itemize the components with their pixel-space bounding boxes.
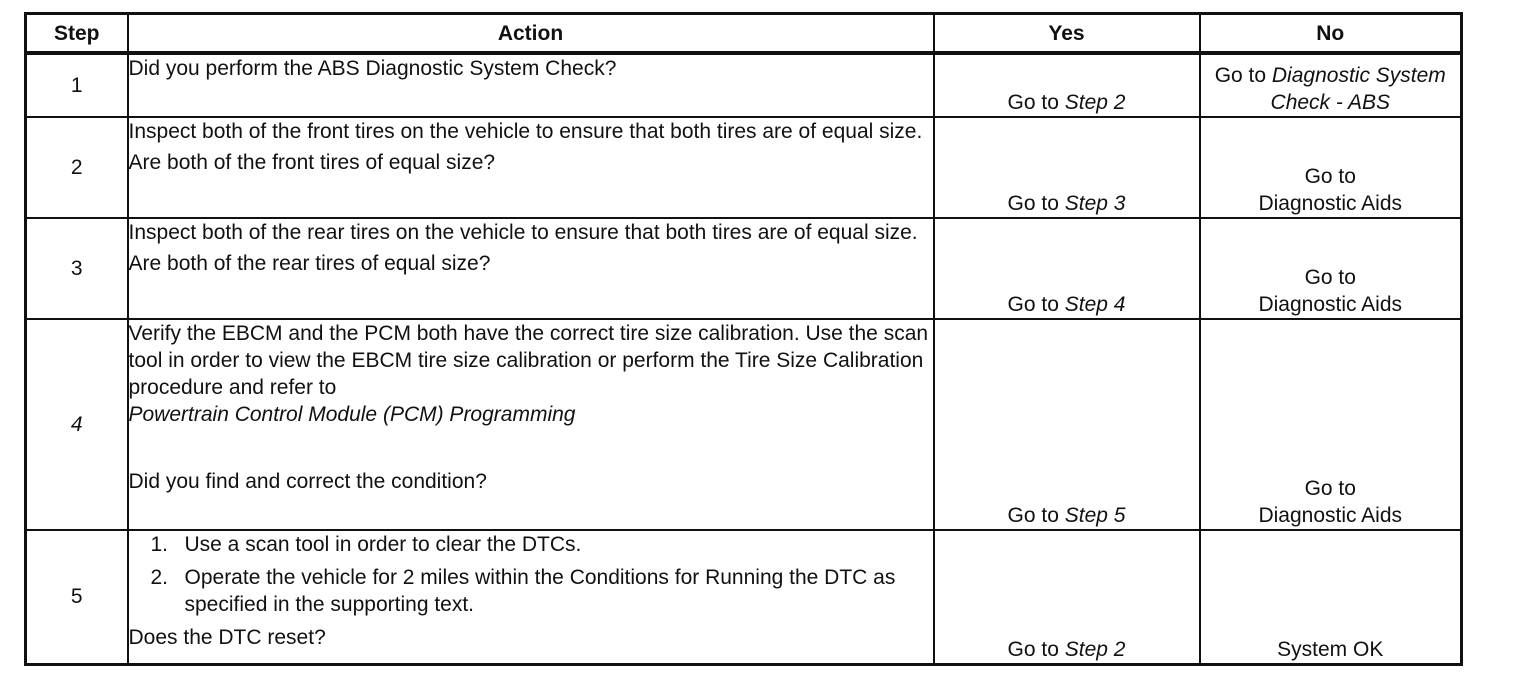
- action-question: Did you find and correct the condition?: [128, 470, 487, 493]
- step-number: 2: [26, 117, 128, 218]
- header-yes: Yes: [934, 14, 1200, 54]
- action-cell: [128, 319, 934, 530]
- substep-number: 1.: [150, 533, 169, 556]
- step-number: 5: [26, 530, 128, 664]
- yes-cell: [934, 319, 1200, 530]
- no-prefix: Go to: [1304, 165, 1356, 188]
- step-number: 4: [26, 319, 128, 530]
- step-number: 3: [26, 218, 128, 319]
- no-prefix: Go to: [1304, 266, 1356, 289]
- yes-prefix: Go to: [1007, 504, 1065, 527]
- yes-cell: [934, 218, 1200, 319]
- action-question: Are both of the rear tires of equal size?: [128, 252, 491, 275]
- no-cell: [1200, 530, 1462, 664]
- step-number: 1: [26, 53, 128, 117]
- action-cell: [128, 117, 934, 218]
- header-row: [26, 14, 1462, 54]
- substep-item: [129, 531, 933, 558]
- table-row: [26, 319, 1462, 530]
- table-row: [26, 53, 1462, 117]
- yes-prefix: Go to: [1007, 91, 1065, 114]
- action-instruction: Inspect both of the front tires on the vehicle to ensure that both tires are of equal size.: [128, 120, 923, 143]
- header-no: No: [1200, 14, 1462, 54]
- yes-step-link[interactable]: Step 2: [1064, 91, 1126, 114]
- no-cell: [1200, 319, 1462, 530]
- no-cell: [1200, 117, 1462, 218]
- substep-text: Operate the vehicle for 2 miles within the Conditions for Running the DTC as specified in the supporting text.: [184, 566, 896, 616]
- action-cell: [128, 530, 934, 664]
- no-result: System OK: [1277, 637, 1384, 661]
- substep-item: [129, 564, 933, 618]
- no-diagnostic-check-link[interactable]: Diagnostic System Check - ABS: [1270, 64, 1446, 114]
- yes-cell: [934, 530, 1200, 664]
- substep-text: Use a scan tool in order to clear the DTCs.: [184, 533, 582, 556]
- yes-step-link[interactable]: Step 4: [1064, 293, 1126, 316]
- no-diagnostic-aids-link[interactable]: Diagnostic Aids: [1258, 192, 1403, 215]
- no-cell: [1200, 53, 1462, 117]
- action-question: Are both of the front tires of equal size?: [128, 151, 496, 174]
- no-prefix: Go to: [1304, 477, 1356, 500]
- header-step: Step: [26, 14, 128, 54]
- diagnostic-table: [24, 12, 1463, 666]
- yes-step-link[interactable]: Step 5: [1064, 504, 1126, 527]
- action-cell: [128, 218, 934, 319]
- no-prefix: Go to: [1214, 64, 1272, 87]
- action-instruction: Verify the EBCM and the PCM both have the correct tire size calibration. Use the scan tool in order to view the EBCM tire size calibration or perform the Tire Size Calibration procedure and refer to: [128, 322, 929, 399]
- yes-cell: [934, 117, 1200, 218]
- table-row: [26, 530, 1462, 664]
- action-instruction: Inspect both of the rear tires on the vehicle to ensure that both tires are of equal size.: [128, 221, 918, 244]
- table-row: [26, 117, 1462, 218]
- no-cell: [1200, 218, 1462, 319]
- action-question: Does the DTC reset?: [128, 626, 326, 649]
- yes-cell: [934, 53, 1200, 117]
- yes-step-link[interactable]: Step 2: [1064, 637, 1126, 661]
- yes-prefix: Go to: [1007, 192, 1065, 215]
- table-row: [26, 218, 1462, 319]
- no-diagnostic-aids-link[interactable]: Diagnostic Aids: [1258, 293, 1403, 316]
- action-cell: [128, 53, 934, 117]
- action-question: Did you perform the ABS Diagnostic System Check?: [128, 57, 617, 80]
- header-action: Action: [128, 14, 934, 54]
- no-diagnostic-aids-link[interactable]: Diagnostic Aids: [1258, 504, 1403, 527]
- yes-step-link[interactable]: Step 3: [1064, 192, 1126, 215]
- substep-number: 2.: [150, 566, 169, 589]
- yes-prefix: Go to: [1007, 293, 1065, 316]
- substep-list: [129, 531, 933, 618]
- pcm-programming-link[interactable]: Powertrain Control Module (PCM) Programming: [128, 403, 576, 426]
- yes-prefix: Go to: [1007, 637, 1065, 661]
- spacer: [129, 428, 933, 468]
- action-reference[interactable]: [129, 401, 933, 428]
